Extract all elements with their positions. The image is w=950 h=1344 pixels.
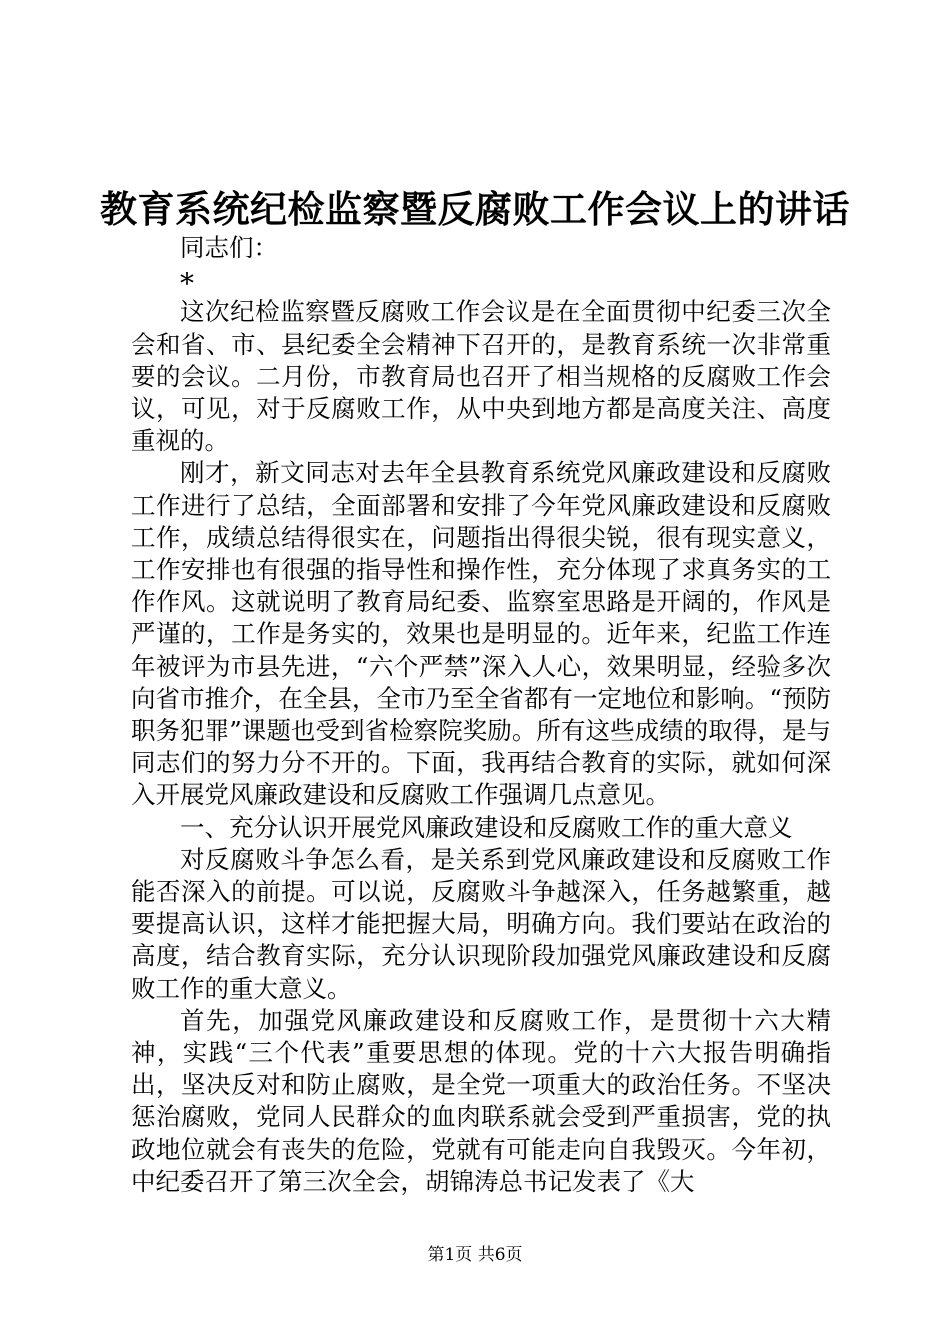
separator-mark: * [180,267,194,301]
paragraph-significance: 对反腐败斗争怎么看，是关系到党风廉政建设和反腐败工作能否深入的前提。可以说，反腐败斗争越深入，任务越繁重，越要提高认识，这样才能把握大局，明确方向。我们要站在政治的高度，结合教育实际，充分认识现阶段加强党风廉政建设和反腐败工作的重大意义。 [131,844,831,1003]
paragraph-first-point: 首先，加强党风廉政建设和反腐败工作，是贯彻十六大精神，实践“三个代表”重要思想的体现。党的十六大报告明确指出，坚决反对和防止腐败，是全党一项重大的政治任务。不坚决惩治腐败，党同人民群众的血肉联系就会受到严重损害，党的执政地位就会有丧失的危险，党就有可能走向自我毁灭。今年初，中纪委召开了第三次全会，胡锦涛总书记发表了《大 [131,1005,831,1196]
section-heading: 一、充分认识开展党风廉政建设和反腐败工作的重大意义 [180,812,793,842]
paragraph-review: 刚才，新文同志对去年全县教育系统党风廉政建设和反腐败工作进行了总结，全面部署和安排了今年党风廉政建设和反腐败工作，成绩总结得很实在，问题指出得很尖锐，很有现实意义，工作安排也有很强的指导性和操作性，充分体现了求真务实的工作作风。这就说明了教育局纪委、监察室思路是开阔的，作风是严谨的，工作是务实的，效果也是明显的。近年来，纪监工作连年被评为市县先进，“六个严禁”深入人心，效果明显，经验多次向省市推介，在全县，全市乃至全省都有一定地位和影响。“预防职务犯罪”课题也受到省检察院奖励。所有这些成绩的取得，是与同志们的努力分不开的。下面，我再结合教育的实际，就如何深入开展党风廉政建设和反腐败工作强调几点意见。 [131,458,831,810]
paragraph-intro: 这次纪检监察暨反腐败工作会议是在全面贯彻中纪委三次全会和省、市、县纪委全会精神下召开的，是教育系统一次非常重要的会议。二月份，市教育局也召开了相当规格的反腐败工作会议，可见，对于反腐败工作，从中央到地方都是高度关注、高度重视的。 [131,297,831,456]
greeting: 同志们： [180,233,278,262]
document-title: 教育系统纪检监察暨反腐败工作会议上的讲话 [100,187,850,231]
page-number-footer: 第1页 共6页 [427,1245,523,1265]
document-body [131,232,831,1198]
